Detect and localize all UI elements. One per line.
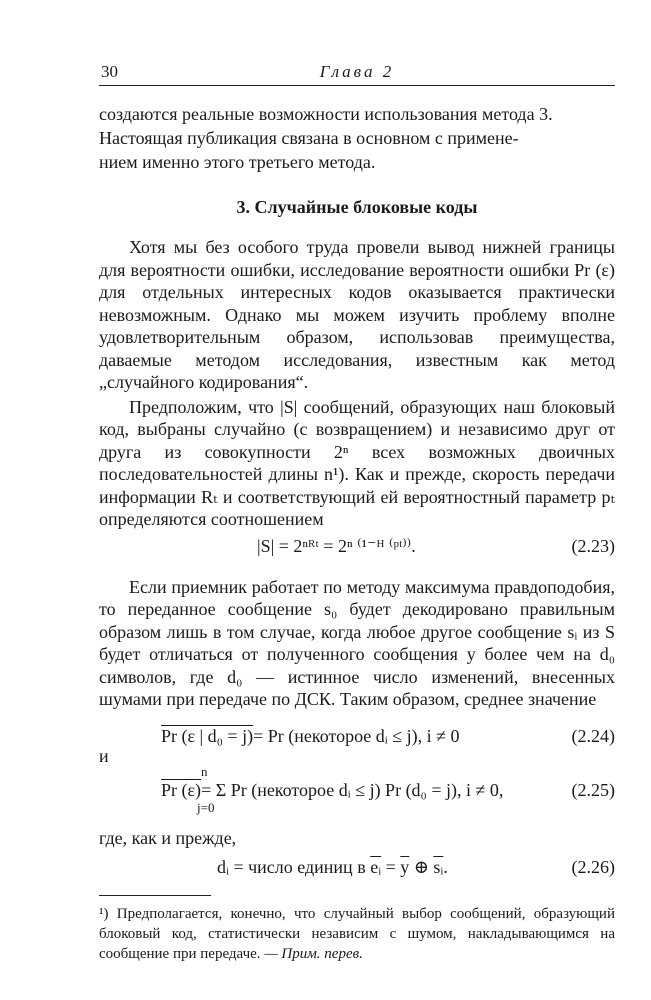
book-page [99,62,615,964]
equation-lhs: Pr (ε) [161,779,202,800]
message-vector: $\overline{sᵢ}$ [433,856,444,877]
intro-line: нием именно этого третьего метода. [99,152,376,172]
equation-number: (2.23) [571,535,615,556]
sum-upper-limit: n [201,763,208,779]
running-header [99,62,615,86]
footnote [99,904,615,964]
equation-lhs: Pr (ε | d₀ = j) [161,725,254,746]
error-vector: $\overline{eᵢ}$ [370,856,382,877]
header-rule [99,85,615,86]
equation-2-25 [99,763,615,815]
section-heading: 3. Случайные блоковые коды [236,197,478,217]
where-text: где, как и прежде, [99,827,237,848]
equation-lhs: dᵢ = число единиц в [217,856,371,877]
equation-formula: |S| = 2ⁿᴿᵗ = 2ⁿ ⁽¹⁻ᴴ ⁽ᵖᵗ⁾⁾. [257,535,416,556]
xor-sign: ⊕ [409,856,434,877]
intro-paragraph [99,102,615,174]
equation-rhs: = Σ Pr (некоторое dᵢ ≤ j) Pr (d₀ = j), i ≠ 0, [201,779,504,800]
equation-2-26 [99,854,615,881]
chapter-title: Глава 2 [319,62,395,81]
equation-number: (2.26) [571,856,615,877]
paragraph-1: Хотя мы без особого труда провели вывод нижней границы для вероятности ошибки, исследование вероятности ошибки Pr (ε) для отдельных интересных кодов оказывается практически невозможным. Однако мы можем изучить проблему вполне удовлетворительным образом, использовав преимущества, даваемые методом исследования, известным как метод „случайного кодирования“. [99,237,615,392]
footnote-rule [99,895,211,896]
footnote-text: ¹) Предполагается, конечно, что случайный выбор сообщений, образующий блоковый код, статистически независим с шумом, накладывающимся на сообщение при передаче. [99,905,615,962]
equals-sign: = [381,856,401,877]
paragraph-3: Если приемник работает по методу максимума правдоподобия, то переданное сообщение s₀ будет декодировано правильным образом лишь в том случае, когда любое другое сообщение sᵢ из S будет отличаться от полученного сообщения y более чем на d₀ символов, где d₀ — истинное число изменений, внесенных шумами при передаче по ДСК. Таким образом, среднее значение [99,576,615,709]
equation-number: (2.24) [571,725,615,746]
period: . [443,856,448,877]
intro-line: создаются реальные возможности использования метода 3. [99,104,553,124]
equation-2-23 [99,533,615,560]
footnote-translator-note: — Прим. перев. [264,945,363,962]
equation-number: (2.25) [571,779,615,800]
sum-lower-limit: j=0 [197,799,215,815]
equation-rhs: = Pr (некоторое dᵢ ≤ j), i ≠ 0 [253,725,460,746]
equation-2-24 [99,723,615,750]
and-word: и [99,745,109,766]
paragraph-2: Предположим, что |S| сообщений, образующих наш блоковый код, выбраны случайно (с возвращением) и независимо друг от друга из совокупности 2ⁿ всех возможных двоичных последовательностей длины n¹). Как и прежде, скорость передачи информации Rₜ и соответствующий ей вероятностный параметр pₜ определяются соотношением [99,396,615,529]
page-number: 30 [101,62,118,81]
intro-line: Настоящая публикация связана в основном с примене- [99,128,519,148]
received-vector: $\overline{y}$ [400,856,410,877]
